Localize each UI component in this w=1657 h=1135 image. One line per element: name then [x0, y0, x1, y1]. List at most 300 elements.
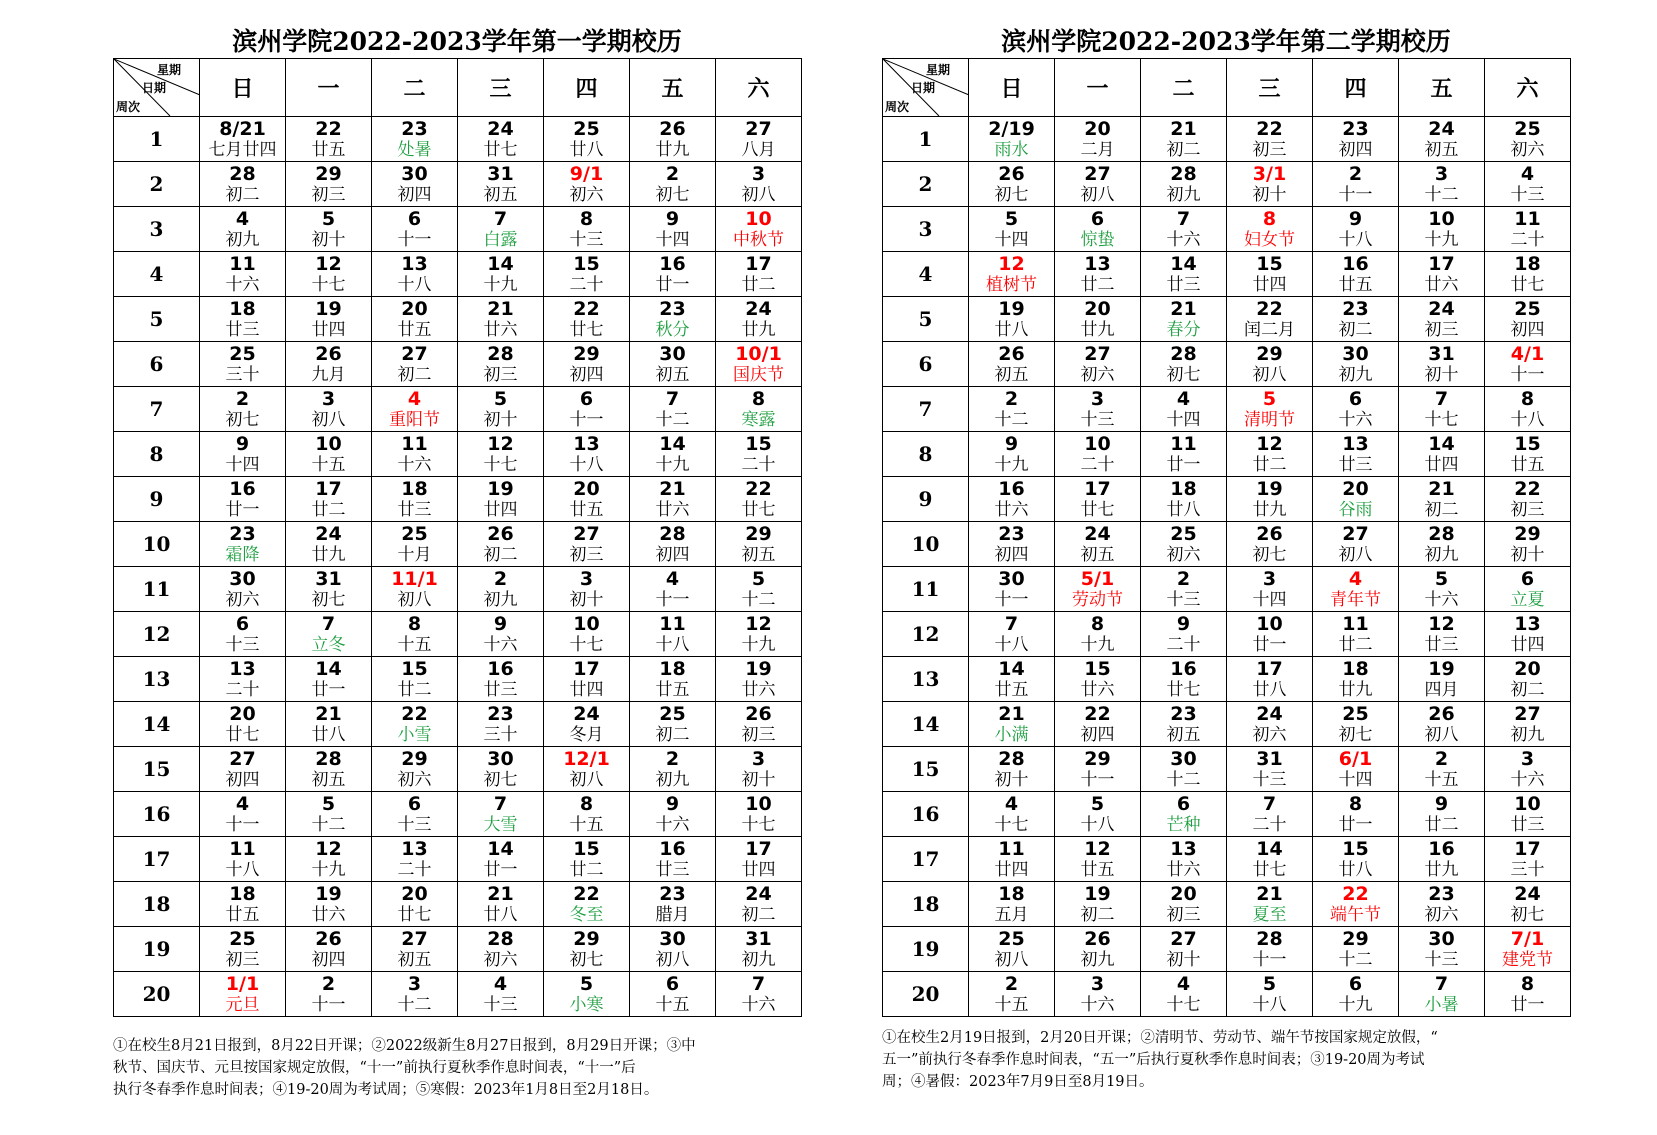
day-lunar: 十五: [655, 995, 690, 1015]
day-date: 18: [998, 883, 1025, 905]
day-cell: [1313, 747, 1399, 792]
week-row: [883, 117, 1571, 162]
day-date: 25: [229, 928, 256, 950]
day-cell: [286, 837, 372, 882]
day-date: 27: [401, 343, 428, 365]
day-date: 16: [659, 838, 686, 860]
day-lunar: 初三: [1252, 140, 1287, 160]
day-lunar: 廿六: [994, 500, 1029, 520]
day-date: 2/19: [988, 118, 1035, 140]
day-cell: [1399, 477, 1485, 522]
day-cell: [544, 747, 630, 792]
day-date: 11: [401, 433, 428, 455]
day-cell: [1055, 117, 1141, 162]
day-date: 30: [229, 568, 256, 590]
day-cell: [1313, 117, 1399, 162]
day-cell: [544, 207, 630, 252]
day-cell: [372, 567, 458, 612]
day-cell: [716, 792, 802, 837]
day-lunar: 十二: [1424, 185, 1459, 205]
day-date: 10: [573, 613, 600, 635]
day-date: 7: [665, 388, 680, 410]
day-cell: [630, 567, 716, 612]
day-lunar: 霜降: [225, 545, 260, 565]
day-cell: [1485, 342, 1571, 387]
day-cell: [969, 972, 1055, 1017]
day-lunar: 三十: [1510, 860, 1545, 880]
day-lunar: 十六: [741, 995, 776, 1015]
day-date: 29: [401, 748, 428, 770]
day-date: 20: [1342, 478, 1369, 500]
day-cell: [969, 882, 1055, 927]
day-lunar: 芒种: [1166, 815, 1201, 835]
day-cell: [630, 207, 716, 252]
day-lunar: 初九: [1338, 365, 1373, 385]
day-date: 28: [315, 748, 342, 770]
day-date: 25: [229, 343, 256, 365]
day-date: 27: [1170, 928, 1197, 950]
day-lunar: 十七: [994, 815, 1029, 835]
week-number: 15: [114, 747, 200, 792]
day-lunar: 春分: [1166, 320, 1201, 340]
week-number: 10: [114, 522, 200, 567]
week-number: 18: [114, 882, 200, 927]
day-date: 26: [1084, 928, 1111, 950]
day-lunar: 闰二月: [1244, 320, 1295, 340]
day-cell: [458, 252, 544, 297]
day-cell: [544, 837, 630, 882]
day-lunar: 廿八: [311, 725, 346, 745]
day-date: 28: [1256, 928, 1283, 950]
day-lunar: 初三: [225, 950, 260, 970]
day-date: 5: [1434, 568, 1449, 590]
day-lunar: 十五: [994, 995, 1029, 1015]
day-lunar: 十五: [311, 455, 346, 475]
day-date: 19: [1084, 883, 1111, 905]
day-date: 18: [401, 478, 428, 500]
day-date: 3: [1434, 163, 1449, 185]
day-date: 17: [745, 838, 772, 860]
day-lunar: 十四: [225, 455, 260, 475]
day-lunar: 重阳节: [389, 410, 440, 430]
day-cell: [716, 837, 802, 882]
day-lunar: 冬至: [569, 905, 604, 925]
day-cell: [716, 612, 802, 657]
day-cell: [544, 882, 630, 927]
day-cell: [1055, 747, 1141, 792]
day-cell: [1055, 522, 1141, 567]
day-lunar: 端午节: [1330, 905, 1381, 925]
day-cell: [286, 207, 372, 252]
day-cell: [1055, 477, 1141, 522]
weekday-header: 一: [1055, 59, 1141, 117]
day-cell: [200, 837, 286, 882]
day-lunar: 中秋节: [733, 230, 784, 250]
week-number: 9: [114, 477, 200, 522]
day-date: 25: [1514, 298, 1541, 320]
day-date: 10: [1256, 613, 1283, 635]
day-date: 4: [1004, 793, 1019, 815]
day-date: 11: [229, 838, 256, 860]
day-lunar: 十七: [311, 275, 346, 295]
day-cell: [1141, 747, 1227, 792]
day-lunar: 初五: [994, 365, 1029, 385]
day-cell: [1055, 657, 1141, 702]
day-cell: [1313, 477, 1399, 522]
day-lunar: 廿二: [1338, 635, 1373, 655]
week-row: [883, 747, 1571, 792]
day-cell: [716, 207, 802, 252]
day-cell: [1141, 432, 1227, 477]
day-date: 9: [1434, 793, 1449, 815]
week-number: 5: [883, 297, 969, 342]
day-date: 29: [1256, 343, 1283, 365]
day-date: 6: [1348, 973, 1363, 995]
day-lunar: 寒露: [741, 410, 776, 430]
day-cell: [1313, 162, 1399, 207]
day-lunar: 廿九: [311, 545, 346, 565]
day-lunar: 廿二: [311, 500, 346, 520]
day-date: 2: [321, 973, 336, 995]
day-cell: [1227, 342, 1313, 387]
day-cell: [630, 297, 716, 342]
day-cell: [286, 657, 372, 702]
week-row: [114, 882, 802, 927]
day-lunar: 初九: [1424, 545, 1459, 565]
day-cell: [458, 972, 544, 1017]
day-lunar: 初九: [225, 230, 260, 250]
day-cell: [1485, 117, 1571, 162]
week-row: [114, 972, 802, 1017]
day-cell: [1227, 252, 1313, 297]
week-number: 1: [114, 117, 200, 162]
day-cell: [372, 837, 458, 882]
day-date: 20: [573, 478, 600, 500]
week-number: 6: [883, 342, 969, 387]
day-date: 8: [751, 388, 766, 410]
day-lunar: 夏至: [1252, 905, 1287, 925]
day-lunar: 十七: [1424, 410, 1459, 430]
day-date: 6: [579, 388, 594, 410]
week-number: 6: [114, 342, 200, 387]
day-date: 3: [407, 973, 422, 995]
day-date: 28: [487, 343, 514, 365]
day-date: 4/1: [1510, 343, 1545, 365]
day-date: 26: [487, 523, 514, 545]
day-lunar: 初三: [1424, 320, 1459, 340]
day-lunar: 妇女节: [1244, 230, 1295, 250]
day-lunar: 廿六: [1424, 275, 1459, 295]
day-cell: [544, 567, 630, 612]
day-date: 3: [321, 388, 336, 410]
day-date: 2: [1348, 163, 1363, 185]
day-date: 14: [1170, 253, 1197, 275]
day-date: 19: [1428, 658, 1455, 680]
day-date: 4: [1348, 568, 1363, 590]
week-number: 2: [883, 162, 969, 207]
day-date: 4: [235, 208, 250, 230]
day-cell: [1485, 927, 1571, 972]
day-date: 18: [229, 298, 256, 320]
week-number: 18: [883, 882, 969, 927]
day-lunar: 初九: [1510, 725, 1545, 745]
day-lunar: 十六: [1080, 995, 1115, 1015]
week-number: 16: [114, 792, 200, 837]
day-date: 3: [1520, 748, 1535, 770]
day-date: 22: [573, 298, 600, 320]
day-cell: [1055, 567, 1141, 612]
day-cell: [969, 342, 1055, 387]
day-lunar: 初四: [1080, 725, 1115, 745]
day-lunar: 初七: [994, 185, 1029, 205]
day-lunar: 十二: [311, 815, 346, 835]
day-date: 23: [229, 523, 256, 545]
day-lunar: 廿四: [1510, 635, 1545, 655]
day-date: 5: [1262, 973, 1277, 995]
day-date: 4: [407, 388, 422, 410]
day-cell: [969, 207, 1055, 252]
week-number: 11: [883, 567, 969, 612]
day-date: 18: [1170, 478, 1197, 500]
day-lunar: 十九: [1338, 995, 1373, 1015]
week-row: [883, 792, 1571, 837]
day-lunar: 初四: [655, 545, 690, 565]
weekday-header: 六: [716, 59, 802, 117]
day-cell: [286, 927, 372, 972]
day-date: 4: [1520, 163, 1535, 185]
day-date: 13: [1170, 838, 1197, 860]
day-lunar: 廿九: [1080, 320, 1115, 340]
day-lunar: 初四: [1510, 320, 1545, 340]
day-cell: [969, 747, 1055, 792]
day-lunar: 十六: [397, 455, 432, 475]
day-cell: [630, 522, 716, 567]
day-date: 12: [315, 838, 342, 860]
day-lunar: 十八: [994, 635, 1029, 655]
day-lunar: 初三: [1510, 500, 1545, 520]
day-date: 5: [493, 388, 508, 410]
day-cell: [544, 297, 630, 342]
day-date: 19: [1256, 478, 1283, 500]
day-cell: [1055, 387, 1141, 432]
day-cell: [458, 882, 544, 927]
day-cell: [1485, 297, 1571, 342]
day-date: 8/21: [219, 118, 266, 140]
day-date: 15: [573, 253, 600, 275]
week-row: [114, 207, 802, 252]
day-date: 4: [1176, 388, 1191, 410]
term2-title: 滨州学院2022-2023学年第二学期校历: [1001, 27, 1451, 56]
day-date: 9: [1348, 208, 1363, 230]
day-cell: [969, 567, 1055, 612]
day-lunar: 十六: [483, 635, 518, 655]
day-lunar: 十八: [655, 635, 690, 655]
day-lunar: 初五: [483, 185, 518, 205]
day-cell: [1141, 297, 1227, 342]
day-lunar: 十九: [483, 275, 518, 295]
day-cell: [1227, 612, 1313, 657]
day-date: 20: [1084, 298, 1111, 320]
day-date: 20: [401, 883, 428, 905]
day-cell: [1227, 567, 1313, 612]
day-date: 12: [745, 613, 772, 635]
day-date: 22: [401, 703, 428, 725]
day-date: 4: [1176, 973, 1191, 995]
day-lunar: 三十: [483, 725, 518, 745]
day-date: 13: [1514, 613, 1541, 635]
day-cell: [969, 792, 1055, 837]
day-cell: [630, 117, 716, 162]
day-date: 16: [229, 478, 256, 500]
day-lunar: 初七: [569, 950, 604, 970]
day-lunar: 大雪: [483, 815, 518, 835]
day-date: 15: [1256, 253, 1283, 275]
day-cell: [1313, 882, 1399, 927]
day-date: 5: [321, 208, 336, 230]
day-lunar: 八月: [741, 140, 776, 160]
day-lunar: 初七: [225, 410, 260, 430]
week-row: [114, 342, 802, 387]
day-cell: [1399, 252, 1485, 297]
day-date: 7: [1004, 613, 1019, 635]
day-cell: [969, 612, 1055, 657]
day-cell: [1141, 252, 1227, 297]
day-cell: [1485, 972, 1571, 1017]
day-lunar: 二月: [1080, 140, 1115, 160]
day-cell: [1485, 387, 1571, 432]
day-cell: [372, 252, 458, 297]
day-date: 25: [659, 703, 686, 725]
day-cell: [544, 792, 630, 837]
day-cell: [200, 117, 286, 162]
day-cell: [1055, 162, 1141, 207]
day-lunar: 初八: [1338, 545, 1373, 565]
day-date: 21: [487, 883, 514, 905]
day-date: 7: [1434, 388, 1449, 410]
day-cell: [458, 567, 544, 612]
day-lunar: 廿五: [655, 680, 690, 700]
day-lunar: 廿三: [1424, 635, 1459, 655]
day-lunar: 立夏: [1510, 590, 1545, 610]
day-cell: [1313, 522, 1399, 567]
day-date: 17: [1084, 478, 1111, 500]
day-cell: [1141, 837, 1227, 882]
day-lunar: 十三: [397, 815, 432, 835]
day-cell: [1227, 477, 1313, 522]
day-lunar: 廿四: [1252, 275, 1287, 295]
day-date: 20: [401, 298, 428, 320]
day-lunar: 十七: [483, 455, 518, 475]
day-cell: [1055, 612, 1141, 657]
day-cell: [1485, 837, 1571, 882]
day-date: 27: [1084, 343, 1111, 365]
day-lunar: 初八: [569, 770, 604, 790]
day-cell: [1141, 882, 1227, 927]
day-cell: [286, 477, 372, 522]
day-date: 18: [229, 883, 256, 905]
day-lunar: 十九: [311, 860, 346, 880]
day-cell: [716, 567, 802, 612]
day-date: 5: [321, 793, 336, 815]
day-lunar: 十二: [994, 410, 1029, 430]
day-lunar: 初三: [741, 725, 776, 745]
day-cell: [1055, 342, 1141, 387]
day-cell: [286, 792, 372, 837]
week-row: [114, 702, 802, 747]
day-date: 21: [1170, 118, 1197, 140]
day-cell: [1399, 387, 1485, 432]
day-lunar: 十五: [569, 815, 604, 835]
day-lunar: 初十: [1166, 950, 1201, 970]
day-cell: [286, 432, 372, 477]
day-date: 22: [573, 883, 600, 905]
day-lunar: 廿六: [1166, 860, 1201, 880]
day-lunar: 十一: [994, 590, 1029, 610]
term2-calendar: [882, 25, 1570, 1093]
day-lunar: 初四: [569, 365, 604, 385]
day-cell: [200, 972, 286, 1017]
day-date: 26: [659, 118, 686, 140]
day-date: 24: [745, 883, 772, 905]
day-lunar: 廿四: [483, 500, 518, 520]
week-row: [114, 927, 802, 972]
day-date: 16: [487, 658, 514, 680]
day-date: 24: [1428, 298, 1455, 320]
day-date: 8: [407, 613, 422, 635]
day-lunar: 国庆节: [733, 365, 784, 385]
day-lunar: 初六: [1166, 545, 1201, 565]
day-lunar: 初二: [225, 185, 260, 205]
day-lunar: 初六: [1510, 140, 1545, 160]
week-number: 16: [883, 792, 969, 837]
day-lunar: 十九: [994, 455, 1029, 475]
day-cell: [630, 792, 716, 837]
day-date: 4: [665, 568, 680, 590]
header-row: [883, 59, 1571, 117]
week-row: [114, 387, 802, 432]
day-cell: [458, 342, 544, 387]
day-lunar: 十一: [1080, 770, 1115, 790]
day-lunar: 初四: [311, 950, 346, 970]
weekday-header: 三: [1227, 59, 1313, 117]
day-date: 3: [1262, 568, 1277, 590]
day-cell: [372, 972, 458, 1017]
day-date: 14: [659, 433, 686, 455]
day-cell: [1227, 162, 1313, 207]
day-lunar: 九月: [311, 365, 346, 385]
day-date: 15: [1342, 838, 1369, 860]
day-lunar: 初八: [397, 590, 432, 610]
week-number: 15: [883, 747, 969, 792]
day-cell: [630, 477, 716, 522]
day-lunar: 初六: [1252, 725, 1287, 745]
day-cell: [200, 207, 286, 252]
day-cell: [200, 657, 286, 702]
week-number: 5: [114, 297, 200, 342]
week-number: 7: [883, 387, 969, 432]
day-lunar: 廿七: [225, 725, 260, 745]
day-date: 26: [315, 343, 342, 365]
corner-header: [883, 59, 969, 117]
day-cell: [544, 342, 630, 387]
day-lunar: 十六: [1166, 230, 1201, 250]
day-cell: [1399, 927, 1485, 972]
day-cell: [1227, 972, 1313, 1017]
term1-note-line: ①在校生8月21日报到，8月22日开课；②2022级新生8月27日报到，8月29日开课；③中: [113, 1038, 696, 1054]
day-date: 13: [573, 433, 600, 455]
day-lunar: 处暑: [397, 140, 432, 160]
week-number: 4: [114, 252, 200, 297]
